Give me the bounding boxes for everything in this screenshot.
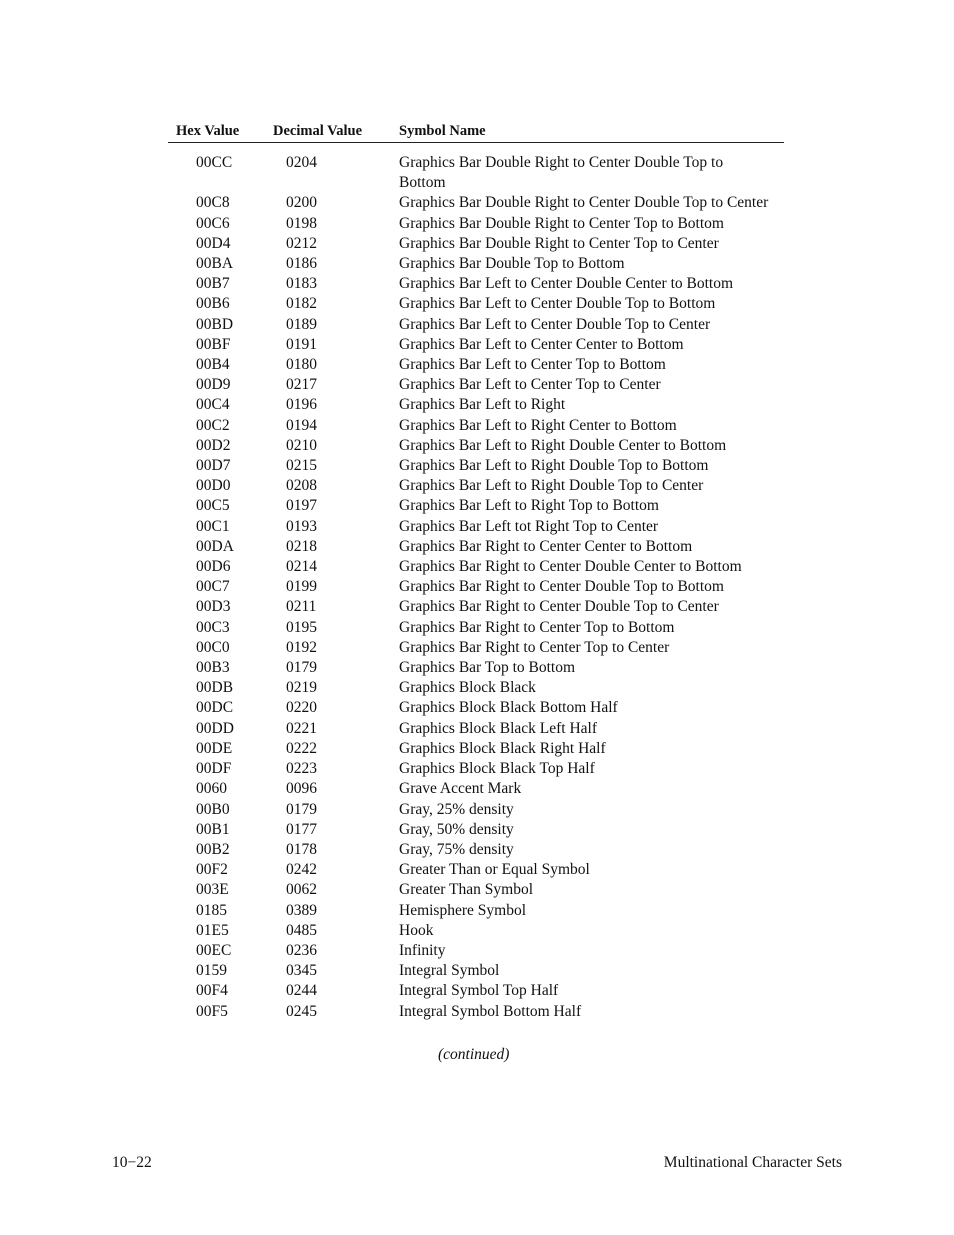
table-row [168,395,784,415]
decimal-cell: 0194 [286,416,317,434]
hex-cell: 003E [196,881,229,899]
table-row [168,981,784,1001]
hex-cell: 00DB [196,679,234,697]
hex-cell: 00D6 [196,558,231,576]
table-row [168,719,784,739]
table-header [168,122,784,143]
table-row [168,294,784,314]
decimal-cell: 0192 [286,638,317,656]
symbol-name-cell: Graphics Bar Right to Center Double Top to Bottom [399,578,724,596]
symbol-name-cell: Graphics Bar Right to Center Top to Center [399,638,670,656]
decimal-cell: 0217 [286,376,317,394]
symbol-name-cell: Graphics Bar Right to Center Top to Bottom [399,618,675,636]
hex-cell: 00BA [196,255,234,273]
decimal-cell: 0221 [286,719,317,737]
table-row [168,375,784,395]
hex-cell: 00C2 [196,416,230,434]
symbol-name-cell: Gray, 50% density [399,820,514,838]
table-row [168,557,784,577]
section-title: Multinational Character Sets [663,1154,842,1171]
decimal-cell: 0096 [286,780,317,798]
symbol-name-cell: Integral Symbol Bottom Half [399,1002,582,1020]
symbol-name-cell: Gray, 75% density [399,840,514,858]
decimal-cell: 0218 [286,537,317,555]
hex-cell: 00B3 [196,659,230,677]
decimal-cell: 0210 [286,436,317,454]
symbol-name-cell: Graphics Block Black Bottom Half [399,699,618,717]
table-row [168,698,784,718]
decimal-cell: 0214 [286,558,317,576]
hex-cell: 00CC [196,154,233,171]
symbol-name-cell: Greater Than or Equal Symbol [399,861,590,879]
symbol-name-cell: Greater Than Symbol [399,881,534,899]
hex-cell: 00DC [196,699,234,717]
symbol-name-cell: Graphics Bar Right to Center Center to Bottom [399,537,693,555]
symbol-name-cell: Graphics Bar Double Right to Center Top to Center [399,234,719,252]
table-row [168,638,784,658]
decimal-cell: 0245 [286,1002,317,1020]
table-row [168,860,784,880]
hex-cell: 00D7 [196,457,231,475]
hex-cell: 00C6 [196,214,230,232]
decimal-cell: 0215 [286,457,317,475]
table-row [168,315,784,335]
table-row [168,335,784,355]
hex-cell: 00C0 [196,638,230,656]
hex-cell: 00EC [196,941,232,959]
header-symbol-name: Symbol Name [399,123,486,139]
hex-cell: 00B2 [196,840,230,858]
hex-cell: 0185 [196,901,227,919]
table-row [168,537,784,557]
table-row [168,214,784,234]
decimal-cell: 0191 [286,335,317,353]
hex-cell: 00B1 [196,820,230,838]
table-row [168,416,784,436]
table-row [168,921,784,941]
symbol-name-cell: Gray, 25% density [399,800,514,818]
decimal-cell: 0220 [286,699,317,717]
symbol-name-cell: Graphics Block Black Left Half [399,719,597,737]
hex-cell: 00D2 [196,436,231,454]
decimal-cell: 0485 [286,921,317,939]
table-row [168,577,784,597]
decimal-cell: 0199 [286,578,317,596]
table-row [168,941,784,961]
symbol-name-cell: Graphics Bar Top to Bottom [399,659,576,677]
table-body [168,153,784,1022]
decimal-cell: 0180 [286,356,317,374]
hex-cell: 00C3 [196,618,230,636]
hex-cell: 00F4 [196,982,228,1000]
hex-cell: 00DF [196,760,232,778]
table-row [168,618,784,638]
symbol-name-cell: Graphics Bar Left to Center Double Top to Center [399,315,711,333]
decimal-cell: 0197 [286,497,317,515]
decimal-cell: 0389 [286,901,317,919]
symbol-name-cell: Integral Symbol Top Half [399,982,559,1000]
hex-cell: 00D9 [196,376,231,394]
decimal-cell: 0244 [286,982,317,1000]
symbol-name-cell: Hook [399,921,434,939]
symbol-name-cell: Graphics Bar Left to Right [399,396,566,414]
symbol-name-cell: Graphics Bar Left to Center Double Center to Bottom [399,275,734,293]
hex-cell: 00BD [196,315,234,333]
decimal-cell: 0208 [286,477,317,495]
symbol-name-cell: Graphics Bar Left to Right Top to Bottom [399,497,659,515]
decimal-cell: 0183 [286,275,317,293]
symbol-name-cell: Graphics Bar Left to Right Double Top to Bottom [399,457,709,475]
symbol-name-cell: Graphics Bar Left to Right Double Center to Bottom [399,436,727,454]
decimal-cell: 0198 [286,214,317,232]
symbol-name-cell: Graphics Bar Left to Right Center to Bottom [399,416,677,434]
symbol-name-cell: Graphics Block Black Right Half [399,739,606,757]
symbol-name-cell: Graphics Block Black [399,679,536,697]
hex-cell: 00B7 [196,275,230,293]
symbol-name-cell: Graphics Bar Double Top to Bottom [399,255,625,273]
table-row [168,1002,784,1022]
hex-cell: 00C4 [196,396,230,414]
page-number: 10−22 [112,1154,152,1171]
decimal-cell: 0195 [286,618,317,636]
table-row [168,880,784,900]
table-row [168,800,784,820]
table-row [168,517,784,537]
decimal-cell: 0242 [286,861,317,879]
symbol-name-cell: Graphics Bar Left to Right Double Top to Center [399,477,704,495]
decimal-cell: 0186 [286,255,317,273]
hex-cell: 00B6 [196,295,230,313]
decimal-cell: 0345 [286,962,317,980]
header-hex-value: Hex Value [176,123,240,139]
hex-cell: 00D3 [196,598,231,616]
symbol-name-cell: Graphics Bar Double Right to Center Double Top to Bottom [399,154,724,192]
hex-cell: 01E5 [196,921,229,939]
table-row [168,254,784,274]
decimal-cell: 0179 [286,800,317,818]
table-row [168,779,784,799]
hex-cell: 00B4 [196,356,230,374]
decimal-cell: 0193 [286,517,317,535]
hex-cell: 00C7 [196,578,230,596]
hex-cell: 00F2 [196,861,228,879]
decimal-cell: 0204 [286,154,317,171]
table-row [168,840,784,860]
symbol-name-cell: Graphics Bar Left tot Right Top to Center [399,517,659,535]
symbol-name-cell: Graphics Bar Right to Center Double Center to Bottom [399,558,742,576]
symbol-name-cell: Graphics Bar Left to Center Top to Center [399,376,661,394]
decimal-cell: 0219 [286,679,317,697]
decimal-cell: 0212 [286,234,317,252]
table-row [168,901,784,921]
decimal-cell: 0222 [286,739,317,757]
table-row [168,456,784,476]
hex-cell: 00B0 [196,800,230,818]
table-row [168,153,784,193]
hex-cell: 00F5 [196,1002,228,1020]
table-row [168,658,784,678]
symbol-name-cell: Hemisphere Symbol [399,901,526,919]
table-row [168,193,784,213]
table-row [168,476,784,496]
symbol-name-cell: Graphics Block Black Top Half [399,760,595,778]
hex-cell: 00C5 [196,497,230,515]
header-decimal-value: Decimal Value [273,123,363,139]
hex-cell: 00DA [196,537,234,555]
hex-cell: 00C8 [196,194,230,212]
symbol-name-cell: Graphics Bar Left to Center Double Top to Bottom [399,295,716,313]
table-row [168,355,784,375]
hex-cell: 00D0 [196,477,231,495]
decimal-cell: 0196 [286,396,317,414]
table-row [168,597,784,617]
table-row [168,961,784,981]
symbol-name-cell: Grave Accent Mark [399,780,522,798]
table-row [168,496,784,516]
table-row [168,234,784,254]
decimal-cell: 0200 [286,194,317,212]
hex-cell: 00BF [196,335,231,353]
hex-cell: 00DD [196,719,234,737]
decimal-cell: 0223 [286,760,317,778]
decimal-cell: 0236 [286,941,317,959]
symbol-name-cell: Integral Symbol [399,962,500,980]
symbol-name-cell: Graphics Bar Double Right to Center Double Top to Center [399,194,769,212]
decimal-cell: 0062 [286,881,317,899]
table-row [168,678,784,698]
symbol-name-cell: Graphics Bar Left to Center Center to Bottom [399,335,684,353]
continued-note: (continued) [438,1046,510,1063]
decimal-cell: 0189 [286,315,317,333]
hex-cell: 00DE [196,739,233,757]
symbol-name-cell: Infinity [399,941,446,959]
decimal-cell: 0177 [286,820,317,838]
symbol-name-cell: Graphics Bar Right to Center Double Top to Center [399,598,719,616]
hex-cell: 00C1 [196,517,230,535]
decimal-cell: 0178 [286,840,317,858]
decimal-cell: 0182 [286,295,317,313]
symbol-name-cell: Graphics Bar Left to Center Top to Bottom [399,356,666,374]
decimal-cell: 0211 [286,598,317,616]
table-row [168,274,784,294]
symbol-name-cell: Graphics Bar Double Right to Center Top to Bottom [399,214,724,232]
table-row [168,436,784,456]
hex-cell: 0159 [196,962,227,980]
decimal-cell: 0179 [286,659,317,677]
hex-cell: 00D4 [196,234,231,252]
table-row [168,759,784,779]
table-row [168,739,784,759]
table-row [168,820,784,840]
hex-cell: 0060 [196,780,227,798]
